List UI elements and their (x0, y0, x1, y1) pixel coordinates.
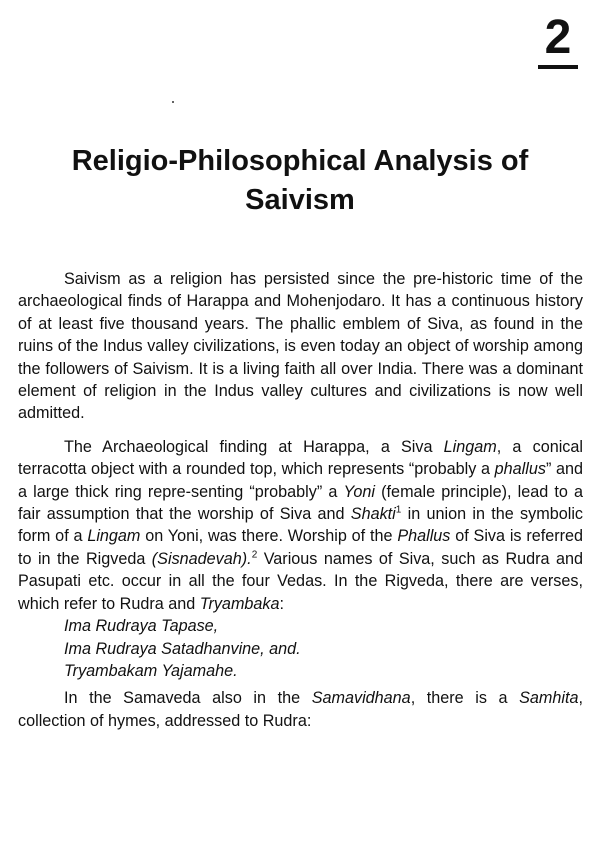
paragraph-1: Saivism as a religion has persisted since the pre-historic time of the archaeological finds of Harappa and Mohenjodaro. It has a continuous history of at least five thousand years. The phallic emblem of Siva, as found in the ruins of the Indus valley civilizations, is even today an object of worship among the followers of Saivism. It is a living faith all over India. There was a dominant element of religion in the Indus valley cultures and civilizations is now well admitted. (18, 270, 583, 423)
chapter-number: 2 (544, 11, 572, 64)
verse-line: Tryambakam Yajamahe. (64, 661, 238, 680)
title-line-1: Religio-Philosophical Analysis of (71, 145, 529, 177)
paragraph-2: The Archaeological finding at Harappa, a Siva Lingam, a conical terracotta object with a rounded top, which represents “probably a phallus” and a large thick ring repre-senting “probably” a Yoni (female principle), lead to a fair assumption that the worship of Siva and Shakti$^1$ in union in the symbolic form of a Lingam on Yoni, was there. Worship of the Phallus of Siva is referred to in the Rigveda (Sisnadevah).$^2$ Various names of Siva, such as Rudra and Pasupati etc. occur in all the four Vedas. In the Rigveda, there are verses, which refer to Rudra and Tryambaka: (18, 437, 584, 613)
title-line-2: Saivism (245, 184, 355, 216)
footnote-ref-2: 2 (251, 549, 258, 561)
verse-block (64, 615, 583, 682)
chapter-title (0, 142, 600, 220)
body-text (18, 268, 583, 732)
verse-line: Ima Rudraya Tapase, (64, 617, 219, 636)
print-speck (172, 101, 174, 103)
chapter-rule (538, 65, 578, 69)
footnote-ref-1: 1 (395, 504, 402, 516)
verse-line: Ima Rudraya Satadhanvine, and. (64, 639, 301, 658)
paragraph-3: In the Samaveda also in the Samavidhana, there is a Samhita, collection of hymes, addressed to Rudra: (18, 689, 583, 730)
